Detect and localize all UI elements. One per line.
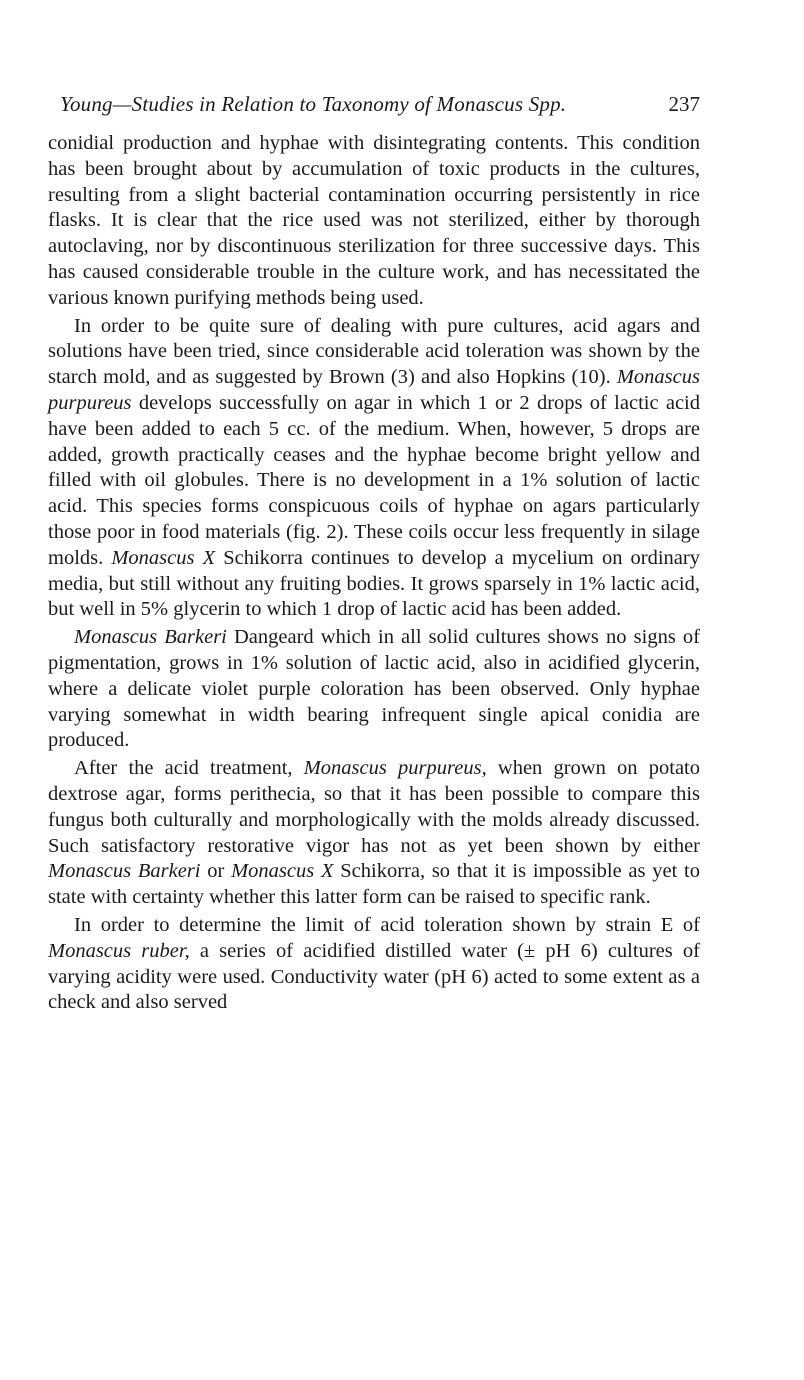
page (48, 92, 700, 1016)
paragraph-3-text-a: Dangeard which in all solid cultures shows no signs of pigmentation, grows in 1% solution of lactic acid, also in acidified glycerin, where a delicate violet purple coloration has been observed. Only hyphae varying somewhat in width bearing infrequent single apical conidia are produced. (48, 626, 700, 752)
species-name: Monascus purpureus, (303, 757, 487, 780)
paragraph-4-text-b: when grown on potato dextrose agar, forms perithecia, so that it has been possible to compare this fungus both culturally and morphologically with the molds already discussed. Such satisfactory restorative vigor has not as yet been shown by either (48, 757, 700, 857)
species-name: Monascus Barkeri (74, 626, 227, 649)
paragraph-2-text-b: develops successfully on agar in which 1 or 2 drops of lactic acid have been added to each 5 cc. of the medium. When, however, 5 drops are added, growth practically ceases and the hyphae become bright yellow and filled with oil globules. There is no development in a 1% solution of lactic acid. This species forms conspicuous coils of hyphae on agars particularly those poor in food materials (fig. 2). These coils occur less frequently in silage molds. (48, 391, 700, 569)
paragraph-4 (48, 756, 700, 911)
paragraph-5-text-b: a series of acidified distilled water (± pH 6) cultures of varying acidity were used. Conductivity water (pH 6) acted to some extent as a check and also served (48, 939, 700, 1014)
species-name: Monascus Barkeri (48, 860, 201, 883)
running-title: Young—Studies in Relation to Taxonomy of Monascus Spp. (60, 92, 567, 116)
species-name: Monascus X (111, 546, 216, 569)
paragraph-5-text-a: In order to determine the limit of acid toleration shown by strain E of (74, 913, 700, 936)
paragraph-4-text-c: or (200, 860, 232, 883)
paragraph-1 (48, 131, 700, 312)
page-number: 237 (668, 92, 700, 116)
paragraph-4-text-a: After the acid treatment, (74, 757, 304, 780)
paragraph-2-text-a: In order to be quite sure of dealing with pure cultures, acid agars and solutions have been tried, since considerable acid toleration was shown by the starch mold, and as suggested by Brown (3) and also Hopkins (10). (48, 314, 700, 389)
paragraph-1-text: conidial production and hyphae with disintegrating contents. This condition has been brought about by accumulation of toxic products in the cultures, resulting from a slight bacterial contamination occurring persistently in rice flasks. It is clear that the rice used was not sterilized, either by thorough autoclaving, nor by discontinuous sterilization for three successive days. This has caused considerable trouble in the culture work, and has necessitated the various known purifying methods being used. (48, 132, 700, 309)
paragraph-2 (48, 314, 700, 624)
species-name: Monascus X (231, 860, 334, 883)
running-head (48, 92, 700, 117)
species-name: Monascus ruber, (48, 939, 190, 962)
paragraph-5 (48, 913, 700, 1016)
paragraph-4-text-d: Schikorra, so that it is impossible as yet to state with certainty whether this latter form can be raised to specific rank. (48, 860, 700, 909)
paragraph-3 (48, 625, 700, 754)
species-name: Monascus purpureus (48, 366, 700, 414)
paragraph-2-text-c: Schikorra continues to develop a mycelium on ordinary media, but still without any fruiting bodies. It grows sparsely in 1% lactic acid, but well in 5% glycerin to which 1 drop of lactic acid has been added. (48, 546, 700, 621)
